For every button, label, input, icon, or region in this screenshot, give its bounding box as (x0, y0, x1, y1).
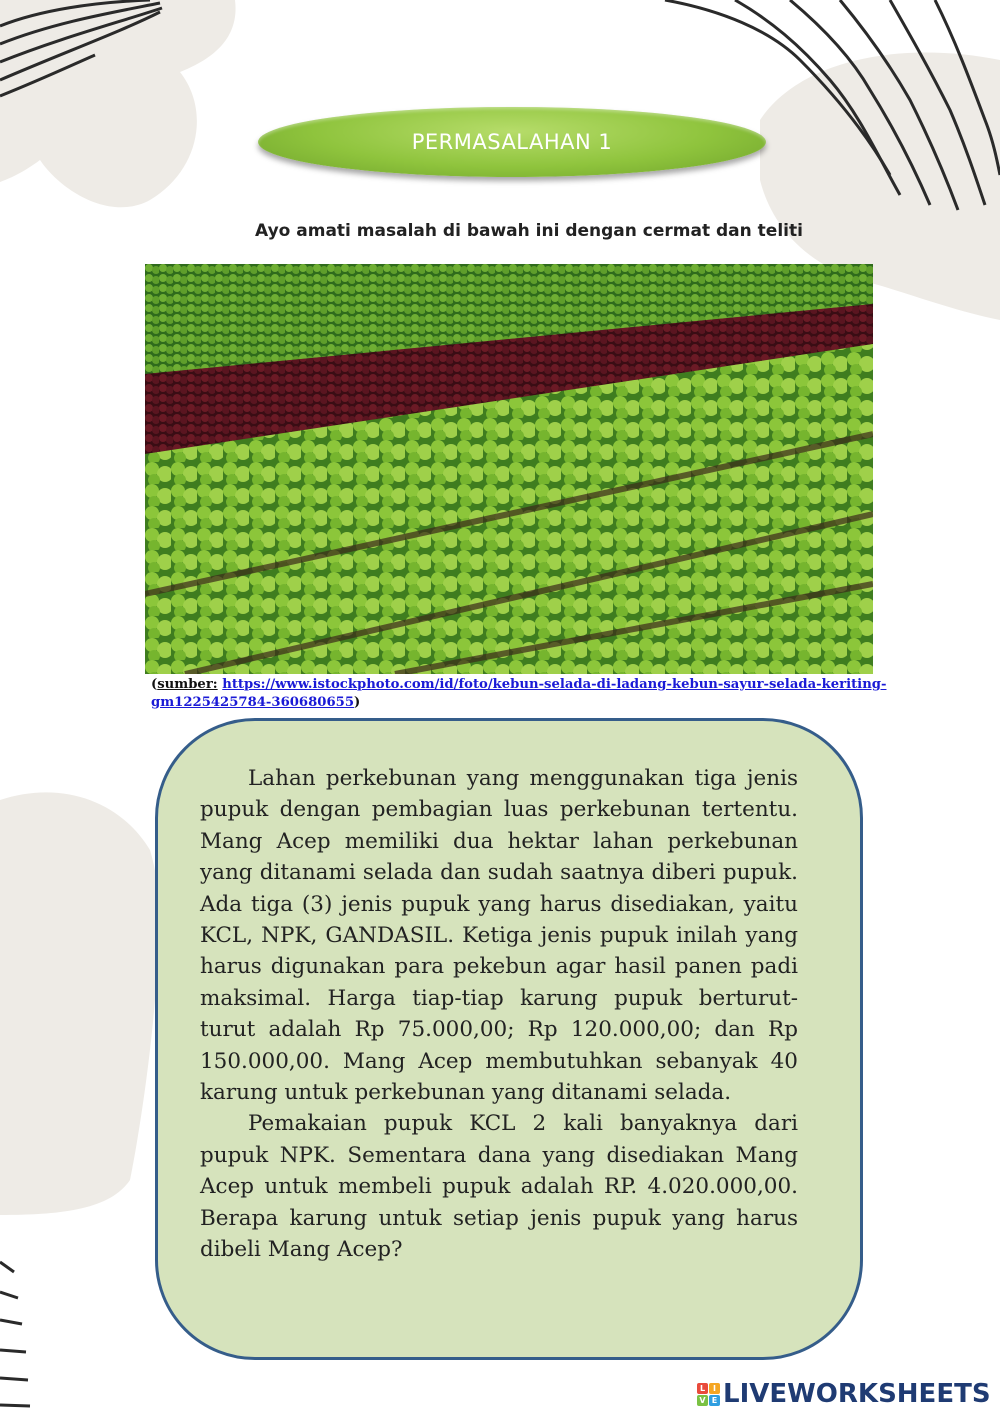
problem-paragraph-1: Lahan perkebunan yang menggunakan tiga jenis pupuk dengan pembagian luas perkebunan tertentu. Mang Acep memiliki dua hektar lahan perkebunan yang ditanami selada dan sudah saatnya diberi pupuk. Ada tiga (3) jenis pupuk yang harus disediakan, yaitu KCL, NPK, GANDASIL. Ketiga jenis pupuk inilah yang harus digunakan para pekebun agar hasil panen padi maksimal. Harga tiap-tiap karung pupuk berturut-turut adalah Rp 75.000,00; Rp 120.000,00; dan Rp 150.000,00. Mang Acep membutuhkan sebanyak 40 karung untuk perkebunan yang ditanami selada. (200, 766, 798, 1106)
instruction-text: Ayo amati masalah di bawah ini dengan cermat dan teliti (255, 221, 803, 241)
logo-mark-v: V (697, 1395, 708, 1406)
problem-paragraph-2: Pemakaian pupuk KCL 2 kali banyaknya dari pupuk NPK. Sementara dana yang disediakan Mang Acep untuk membeli pupuk adalah RP. 4.020.000,00. Berapa karung untuk setiap jenis pupuk yang harus dibeli Mang Acep? (200, 1111, 798, 1263)
source-link[interactable]: https://www.istockphoto.com/id/foto/kebun-selada-di-ladang-kebun-sayur-selada-keriting-gm1225425784-360680655 (151, 677, 887, 710)
lettuce-field-photo (145, 264, 873, 674)
banner-title: PERMASALAHAN 1 (411, 130, 613, 154)
logo-mark-l: L (697, 1383, 708, 1394)
source-label: sumber: (157, 677, 218, 692)
logo-mark-e: E (709, 1395, 720, 1406)
left-blob (0, 792, 160, 1215)
logo-text: LIVEWORKSHEETS (723, 1379, 991, 1409)
logo-mark-icon (697, 1383, 720, 1406)
source-open-paren: ( (151, 677, 158, 692)
problem-banner (258, 107, 766, 177)
source-close-paren: ) (354, 695, 361, 710)
lettuce-field-illustration (145, 264, 873, 674)
logo-mark-i: I (709, 1383, 720, 1394)
problem-text (200, 763, 798, 1266)
photo-source (151, 676, 891, 712)
liveworksheets-logo[interactable] (697, 1377, 991, 1411)
